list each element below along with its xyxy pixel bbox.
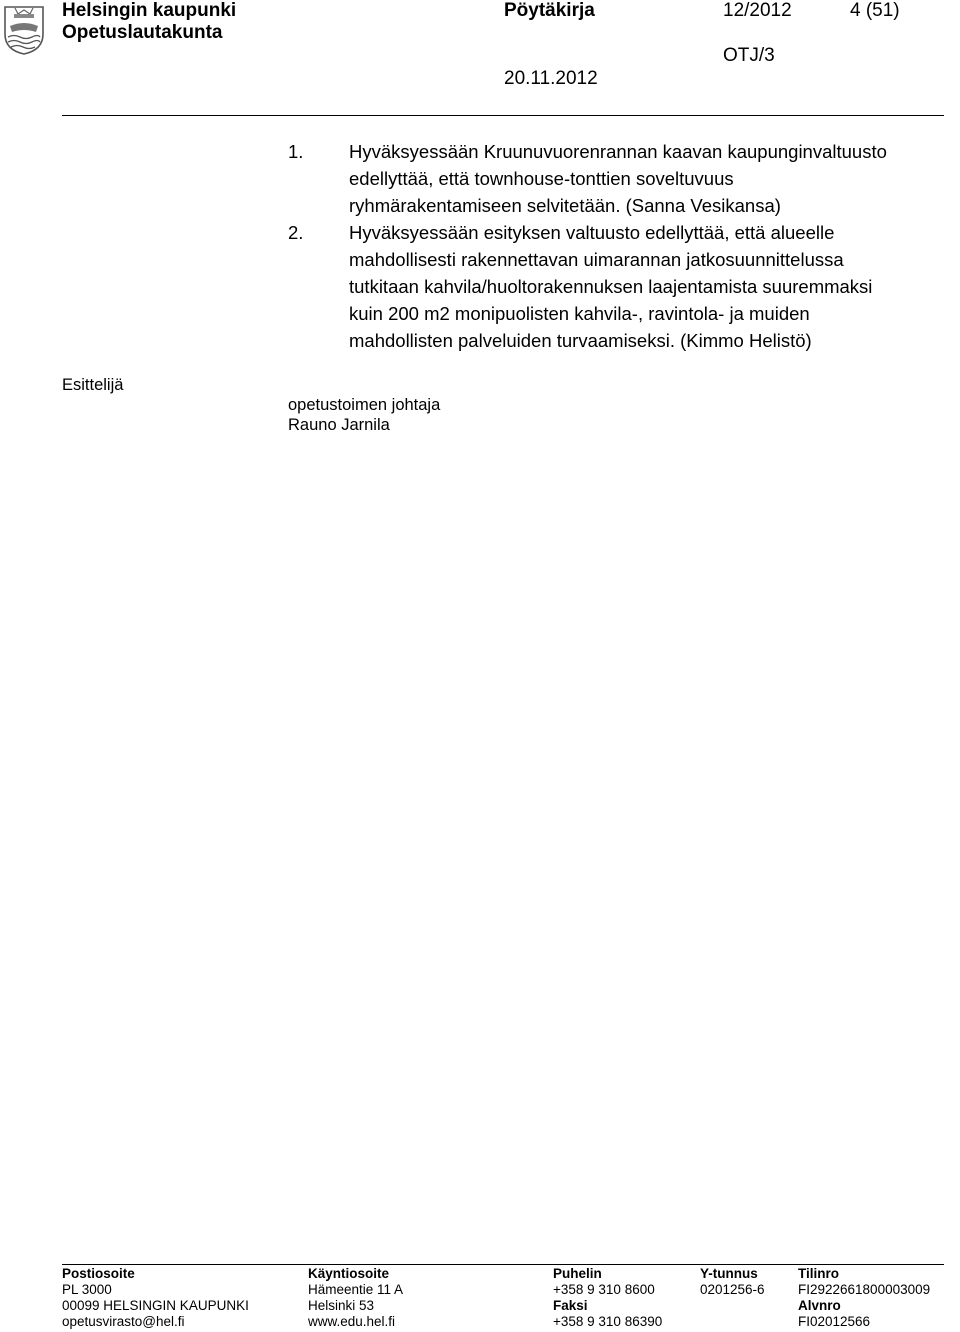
footer-account	[798, 1266, 930, 1330]
footer-value: FI02012566	[798, 1314, 871, 1329]
footer-value: +358 9 310 86390	[553, 1314, 663, 1329]
footer-email: opetusvirasto@hel.fi	[62, 1314, 185, 1329]
decision-line: ryhmärakentamiseen selvitetään. (Sanna Vesikansa)	[349, 195, 781, 216]
org-name: Helsingin kaupunki	[62, 0, 237, 21]
footer-phone	[553, 1266, 662, 1330]
meeting-date: 20.11.2012	[504, 68, 598, 89]
decision-line: mahdollisesti rakennettavan uimarannan jatkosuunnittelussa	[349, 249, 844, 270]
footer-label: Alvnro	[798, 1298, 841, 1313]
reference-code: OTJ/3	[723, 45, 775, 66]
presenter-title: opetustoimen johtaja	[288, 396, 441, 414]
header-divider	[62, 115, 944, 116]
decision-line: Hyväksyessään esityksen valtuusto edellyttää, että alueelle	[349, 222, 835, 243]
decision-line: tutkitaan kahvila/huoltorakennuksen laajentamista suuremmaksi	[349, 276, 873, 297]
footer-value: PL 3000	[62, 1282, 112, 1297]
decision-line: edellyttää, että townhouse-tonttien soveltuvuus	[349, 168, 734, 189]
decision-line: kuin 200 m2 monipuolisten kahvila-, ravintola- ja muiden	[349, 303, 810, 324]
page-number: 4 (51)	[850, 0, 900, 21]
footer-value: FI2922661800003009	[798, 1282, 931, 1297]
footer-value: 0201256-6	[700, 1282, 765, 1297]
footer-label: Käyntiosoite	[308, 1266, 390, 1281]
presenter-label: Esittelijä	[62, 376, 124, 394]
footer-postal-address	[62, 1266, 249, 1330]
footer-value: +358 9 310 8600	[553, 1282, 655, 1297]
decision-line: mahdollisten palveluiden turvaamiseksi. (Kimmo Helistö)	[349, 330, 812, 351]
footer-value: Hämeentie 11 A	[308, 1282, 404, 1297]
decision-number: 1.	[288, 141, 304, 162]
footer-label: Postiosoite	[62, 1266, 135, 1281]
footer-label: Y-tunnus	[700, 1266, 758, 1281]
decision-number: 2.	[288, 222, 304, 243]
presenter-name: Rauno Jarnila	[288, 416, 390, 434]
footer-value: Helsinki 53	[308, 1298, 375, 1313]
board-name: Opetuslautakunta	[62, 22, 223, 43]
helsinki-crest-icon	[2, 4, 46, 56]
document-type: Pöytäkirja	[504, 0, 595, 21]
footer-visiting-address	[308, 1266, 403, 1330]
footer-label: Tilinro	[798, 1266, 840, 1281]
footer-business-id	[700, 1266, 765, 1298]
footer-value: 00099 HELSINGIN KAUPUNKI	[62, 1298, 249, 1313]
footer-label: Puhelin	[553, 1266, 602, 1281]
decision-line: Hyväksyessään Kruunuvuorenrannan kaavan kaupunginvaltuusto	[349, 141, 887, 162]
footer-label: Faksi	[553, 1298, 588, 1313]
footer-divider	[62, 1264, 944, 1265]
footer-website: www.edu.hel.fi	[308, 1314, 396, 1329]
document-number: 12/2012	[723, 0, 792, 21]
